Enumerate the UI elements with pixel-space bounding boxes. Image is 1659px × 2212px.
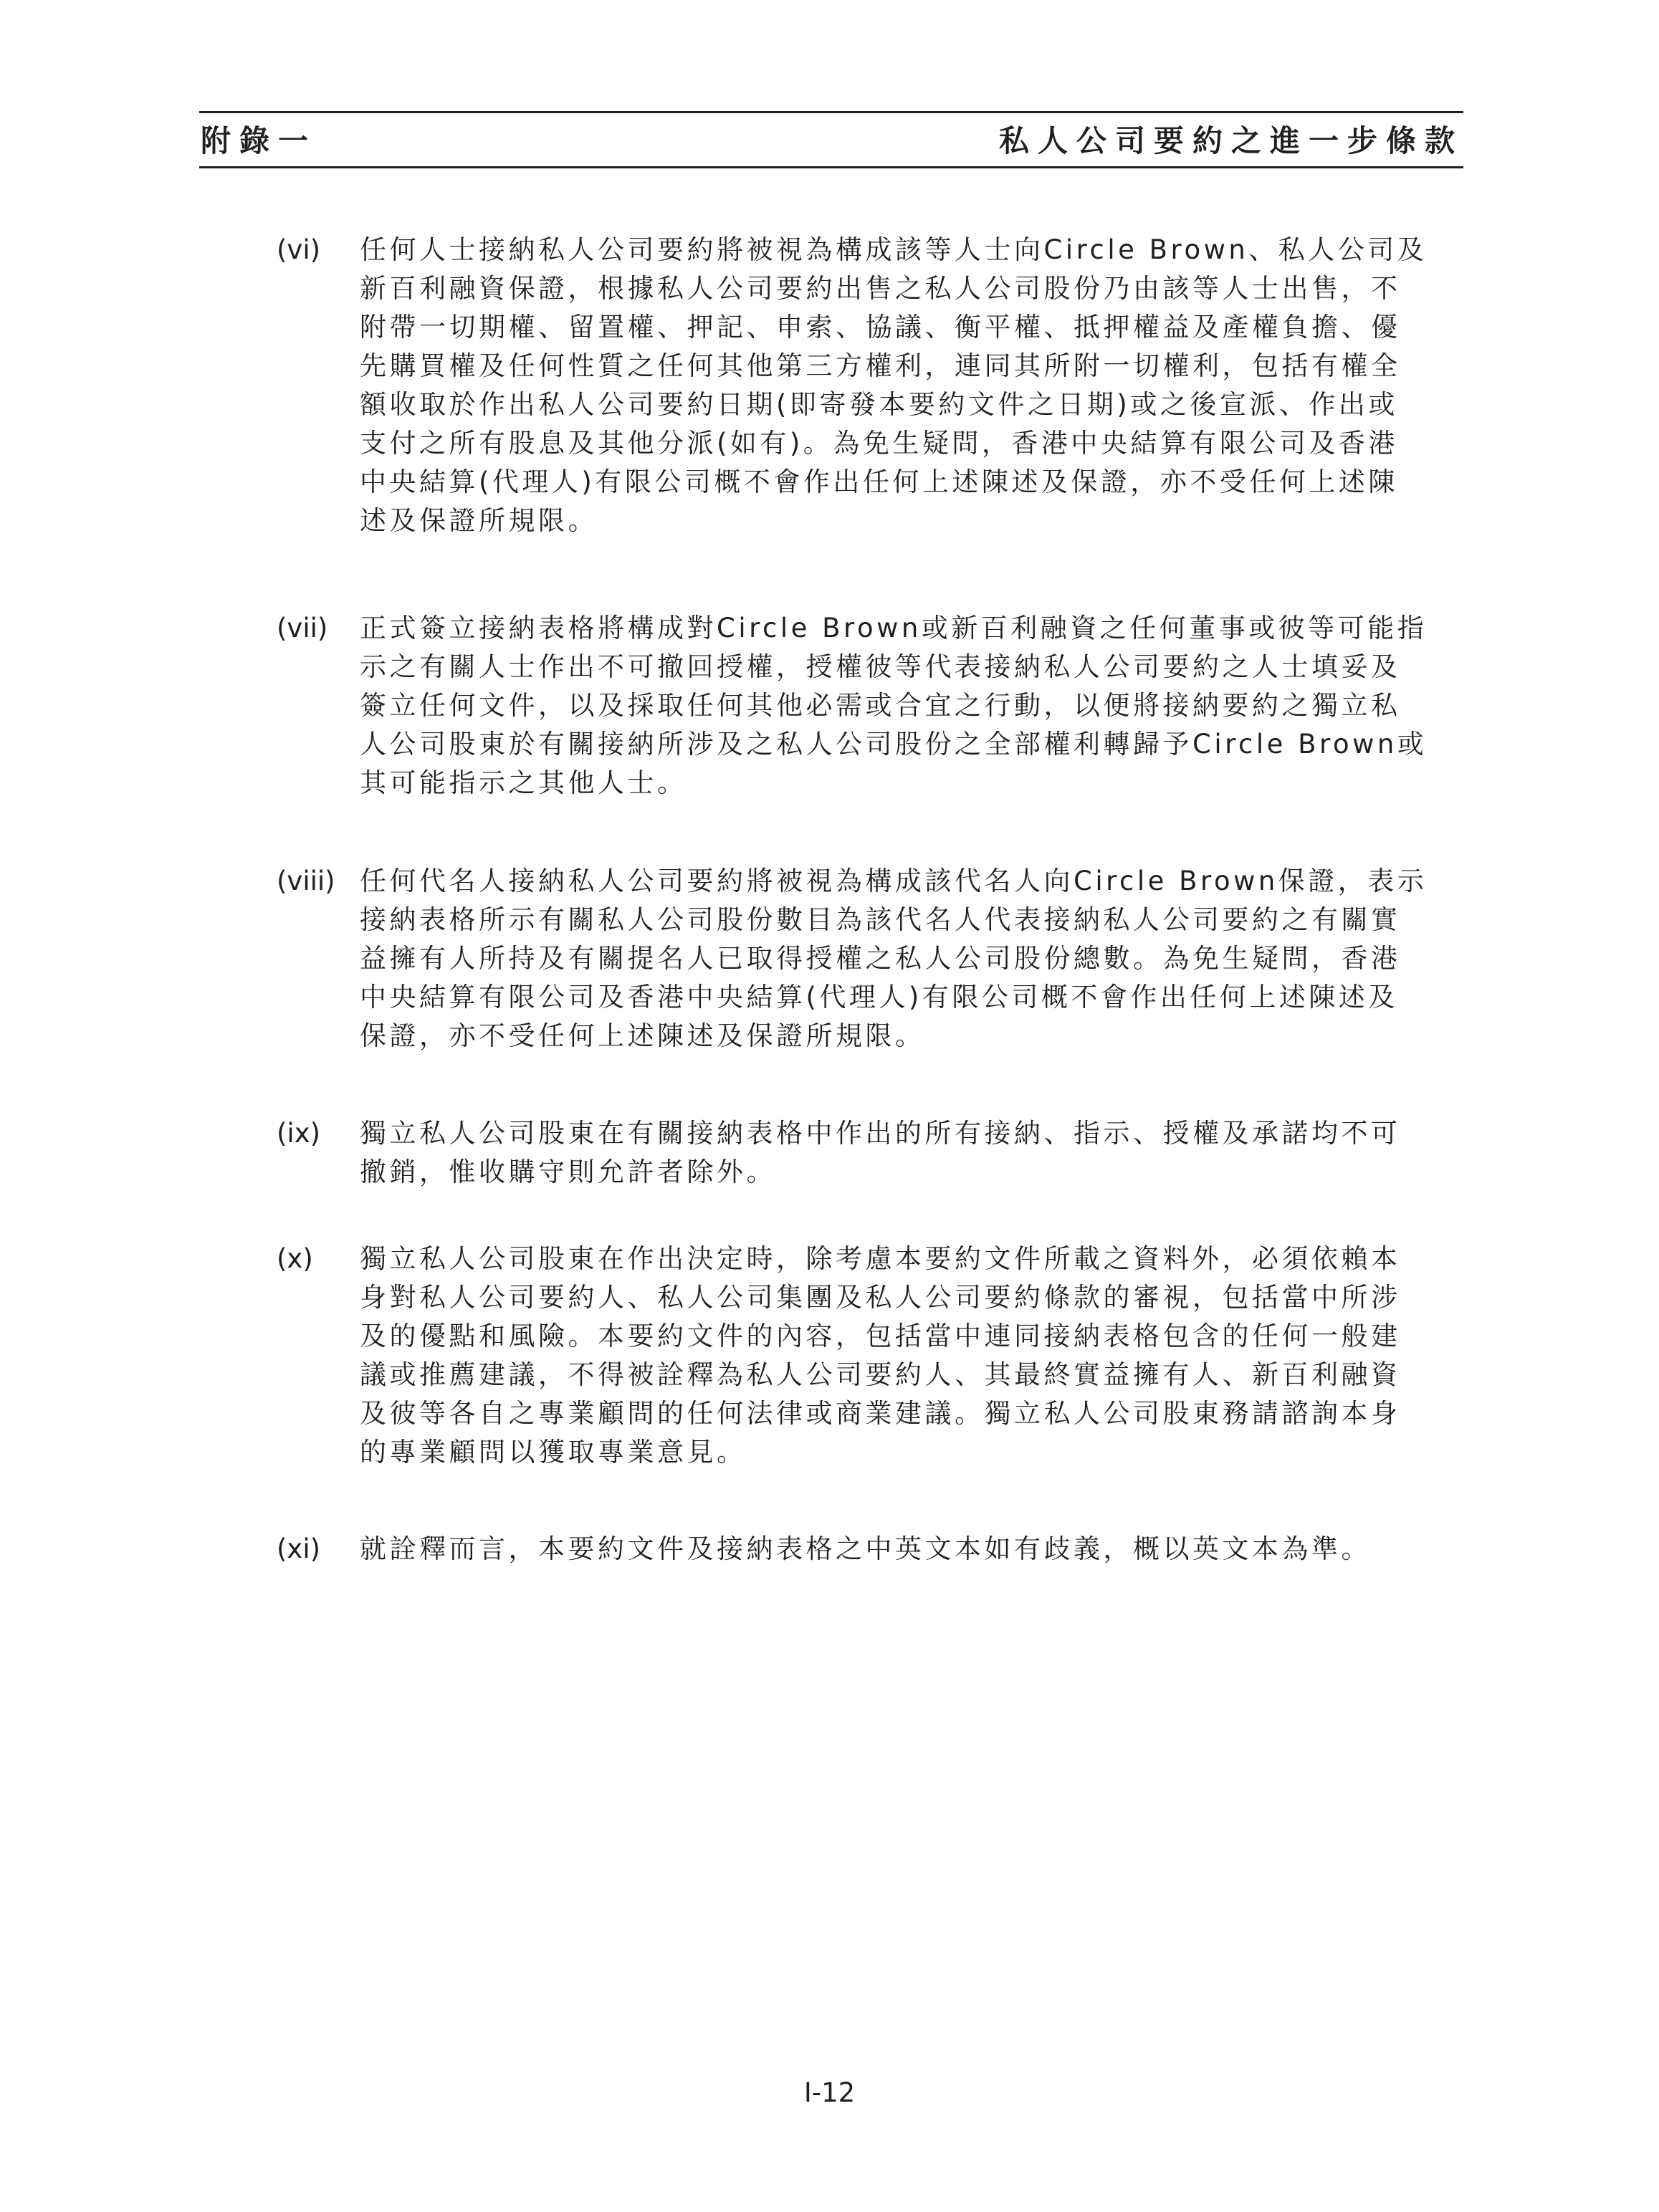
item-number: (x) xyxy=(277,1243,313,1274)
text-line: 示之有關人士作出不可撤回授權，授權彼等代表接納私人公司要約之人士填妥及 xyxy=(360,651,1401,682)
text-line: 人公司股東於有關接納所涉及之私人公司股份之全部權利轉歸予Circle Brown或 xyxy=(360,729,1428,760)
item-number: (xi) xyxy=(277,1533,321,1564)
text-line: 中央結算(代理人)有限公司概不會作出任何上述陳述及保證，亦不受任何上述陳 xyxy=(360,466,1398,497)
text-line: 其可能指示之其他人士。 xyxy=(360,767,687,798)
item-number: (vi) xyxy=(277,234,321,265)
text-line: 中央結算有限公司及香港中央結算(代理人)有限公司概不會作出任何上述陳述及 xyxy=(360,982,1398,1012)
text-line: 額收取於作出私人公司要約日期(即寄發本要約文件之日期)或之後宣派、作出或 xyxy=(360,389,1398,420)
item-text xyxy=(360,1240,1463,1472)
text-line: 獨立私人公司股東在有關接納表格中作出的所有接納、指示、授權及承諾均不可 xyxy=(360,1118,1401,1149)
text-line: 身對私人公司要約人、私人公司集團及私人公司要約條款的審視，包括當中所涉 xyxy=(360,1282,1401,1313)
text-line: 保證，亦不受任何上述陳述及保證所規限。 xyxy=(360,1020,925,1051)
text-line: 的專業顧問以獲取專業意見。 xyxy=(360,1437,747,1468)
text-line: 及的優點和風險。本要約文件的內容，包括當中連同接納表格包含的任何一般建 xyxy=(360,1321,1401,1351)
section-title: 私人公司要約之進一步條款 xyxy=(998,123,1463,158)
text-line: 任何代名人接納私人公司要約將被視為構成該代名人向Circle Brown保證，表示 xyxy=(360,866,1428,896)
text-line: 附帶一切期權、留置權、押記、申索、協議、衡平權、抵押權益及產權負擔、優 xyxy=(360,312,1401,343)
text-line: 任何人士接納私人公司要約將被視為構成該等人士向Circle Brown、私人公司及 xyxy=(360,234,1428,265)
item-number: (ix) xyxy=(277,1118,321,1149)
item-number: (viii) xyxy=(277,866,335,896)
text-line: 支付之所有股息及其他分派(如有)。為免生疑問，香港中央結算有限公司及香港 xyxy=(360,428,1398,459)
text-line: 述及保證所規限。 xyxy=(360,505,598,536)
text-line: 撤銷，惟收購守則允許者除外。 xyxy=(360,1157,776,1187)
text-line: 先購買權及任何性質之任何其他第三方權利，連同其所附一切權利，包括有權全 xyxy=(360,350,1401,381)
page-header xyxy=(199,111,1463,168)
page-number: I-12 xyxy=(803,2077,856,2108)
item-text xyxy=(360,1114,1463,1192)
text-line: 接納表格所示有關私人公司股份數目為該代名人代表接納私人公司要約之有關實 xyxy=(360,904,1401,935)
item-text xyxy=(360,231,1463,540)
text-line: 新百利融資保證，根據私人公司要約出售之私人公司股份乃由該等人士出售，不 xyxy=(360,273,1401,304)
item-text xyxy=(360,1530,1463,1569)
text-line: 及彼等各自之專業顧問的任何法律或商業建議。獨立私人公司股東務請諮詢本身 xyxy=(360,1398,1401,1429)
text-line: 正式簽立接納表格將構成對Circle Brown或新百利融資之任何董事或彼等可能指 xyxy=(360,613,1428,643)
appendix-label: 附錄一 xyxy=(201,123,317,158)
text-line: 獨立私人公司股東在作出決定時，除考慮本要約文件所載之資料外，必須依賴本 xyxy=(360,1243,1401,1274)
text-line: 簽立任何文件，以及採取任何其他必需或合宜之行動，以便將接納要約之獨立私 xyxy=(360,690,1401,721)
text-line: 就詮釋而言，本要約文件及接納表格之中英文本如有歧義，概以英文本為準。 xyxy=(360,1533,1371,1564)
item-text xyxy=(360,609,1463,803)
item-text xyxy=(360,862,1463,1055)
text-line: 議或推薦建議，不得被詮釋為私人公司要約人、其最終實益擁有人、新百利融資 xyxy=(360,1359,1401,1390)
text-line: 益擁有人所持及有關提名人已取得授權之私人公司股份總數。為免生疑問，香港 xyxy=(360,943,1401,974)
item-number: (vii) xyxy=(277,613,328,643)
